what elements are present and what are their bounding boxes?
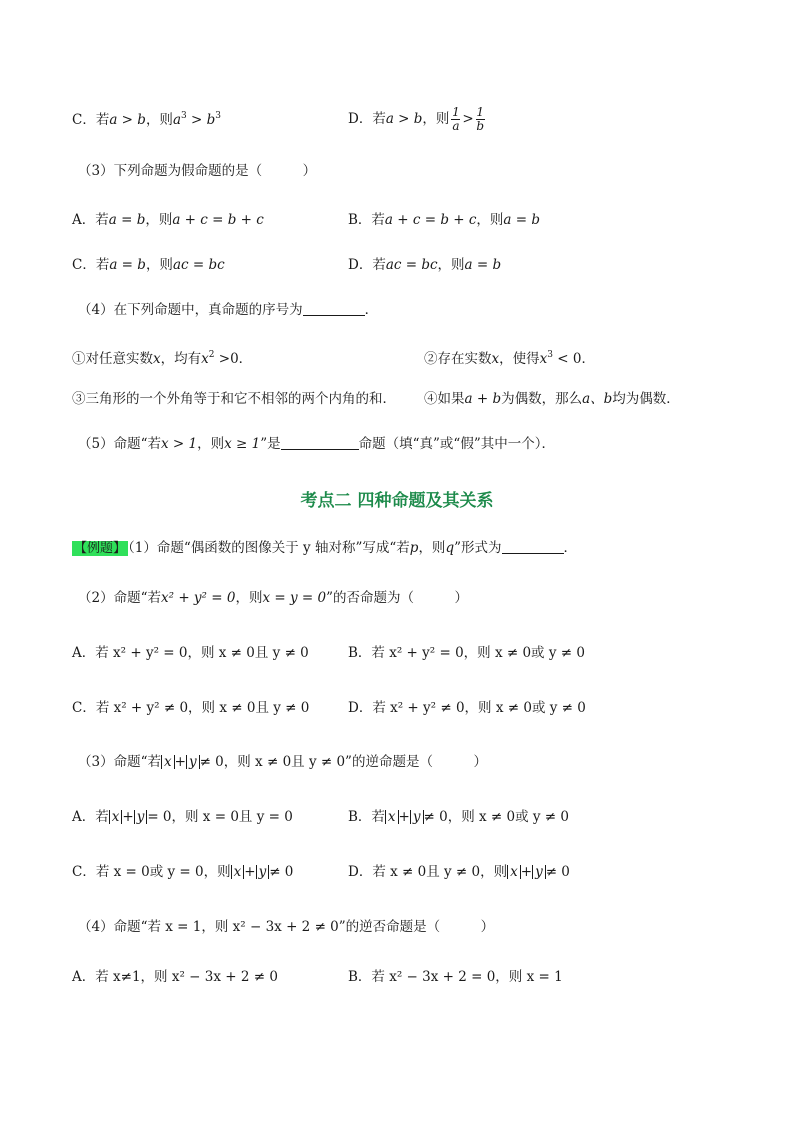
q4-item-3: ③三角形的一个外角等于和它不相邻的两个内角的和． [72, 391, 396, 407]
q4-item-2: ②存在实数x，使得$x^3 < 0$． [424, 350, 595, 367]
q4-item-4: ④如果a + b为偶数，那么a、b均为偶数． [424, 391, 680, 407]
example-3-option-c: C．若 x = 0或 y = 0，则 x + y ≠ 0 [72, 864, 294, 880]
example-3-option-d: D．若 x ≠ 0且 y ≠ 0，则 x + y ≠ 0 [348, 864, 570, 880]
example-3-stem: （3）命题“若 x + y ≠ 0，则 x ≠ 0且 y ≠ 0”的逆命题是（ ） [78, 754, 487, 770]
q2-option-d: D．若a > b，则 $\frac{1}{a}$ > $\frac{1}{b}$ [348, 105, 485, 133]
example-2-option-a: A．若 x² + y² = 0，则 x ≠ 0且 y ≠ 0 [72, 645, 309, 661]
q4-stem: （4）在下列命题中，真命题的序号为 ． [78, 302, 379, 318]
q5-stem: （5）命题“若x > 1，则x ≥ 1”是 命题（填“真”或“假”其中一个）． [78, 436, 555, 452]
example-4-stem: （4）命题“若 x = 1，则 x² − 3x + 2 ≠ 0”的逆否命题是（ ） [78, 919, 495, 935]
example-4-option-a: A．若 x≠1，则 x² − 3x + 2 ≠ 0 [72, 969, 278, 985]
q2-option-c: C．若a > b，则$a^3 > b^3$ [72, 111, 222, 128]
section-title: 考点二 四种命题及其关系 [300, 491, 494, 511]
answer-blank[interactable] [281, 435, 359, 450]
q3-option-a: A．若a = b，则a + c = b + c [72, 212, 264, 228]
fraction: $\frac{1}{a}$ [452, 105, 460, 133]
q3-option-c: C．若a = b，则ac = bc [72, 257, 225, 273]
answer-blank[interactable] [502, 539, 564, 554]
example-2-option-d: D．若 x² + y² ≠ 0，则 x ≠ 0或 y ≠ 0 [348, 700, 586, 716]
answer-blank[interactable] [303, 301, 365, 316]
q3-stem: （3）下列命题为假命题的是（ ） [78, 163, 317, 179]
q3-option-d: D．若ac = bc，则a = b [348, 257, 502, 273]
example-3-option-b: B．若 x + y ≠ 0，则 x ≠ 0或 y ≠ 0 [348, 809, 569, 825]
example-4-option-b: B．若 x² − 3x + 2 = 0，则 x = 1 [348, 969, 563, 985]
fraction: $\frac{1}{b}$ [476, 105, 485, 133]
q3-option-b: B．若a + c = b + c，则a = b [348, 212, 541, 228]
example-3-option-a: A．若 x + y = 0，则 x = 0且 y = 0 [72, 809, 293, 825]
example-2-option-b: B．若 x² + y² = 0，则 x ≠ 0或 y ≠ 0 [348, 645, 585, 661]
example-1: 【例题】 （1）命题“偶函数的图像关于 y 轴对称”写成“若p，则q”形式为 ． [74, 540, 577, 556]
example-2-option-c: C．若 x² + y² ≠ 0，则 x ≠ 0且 y ≠ 0 [72, 700, 310, 716]
example-tag: 【例题】 [74, 541, 127, 556]
example-2-stem: （2）命题“若x² + y² = 0，则x = y = 0”的否命题为（ ） [78, 590, 468, 606]
q4-item-1: ①对任意实数x，均有$x^2 >0$． [72, 350, 253, 367]
